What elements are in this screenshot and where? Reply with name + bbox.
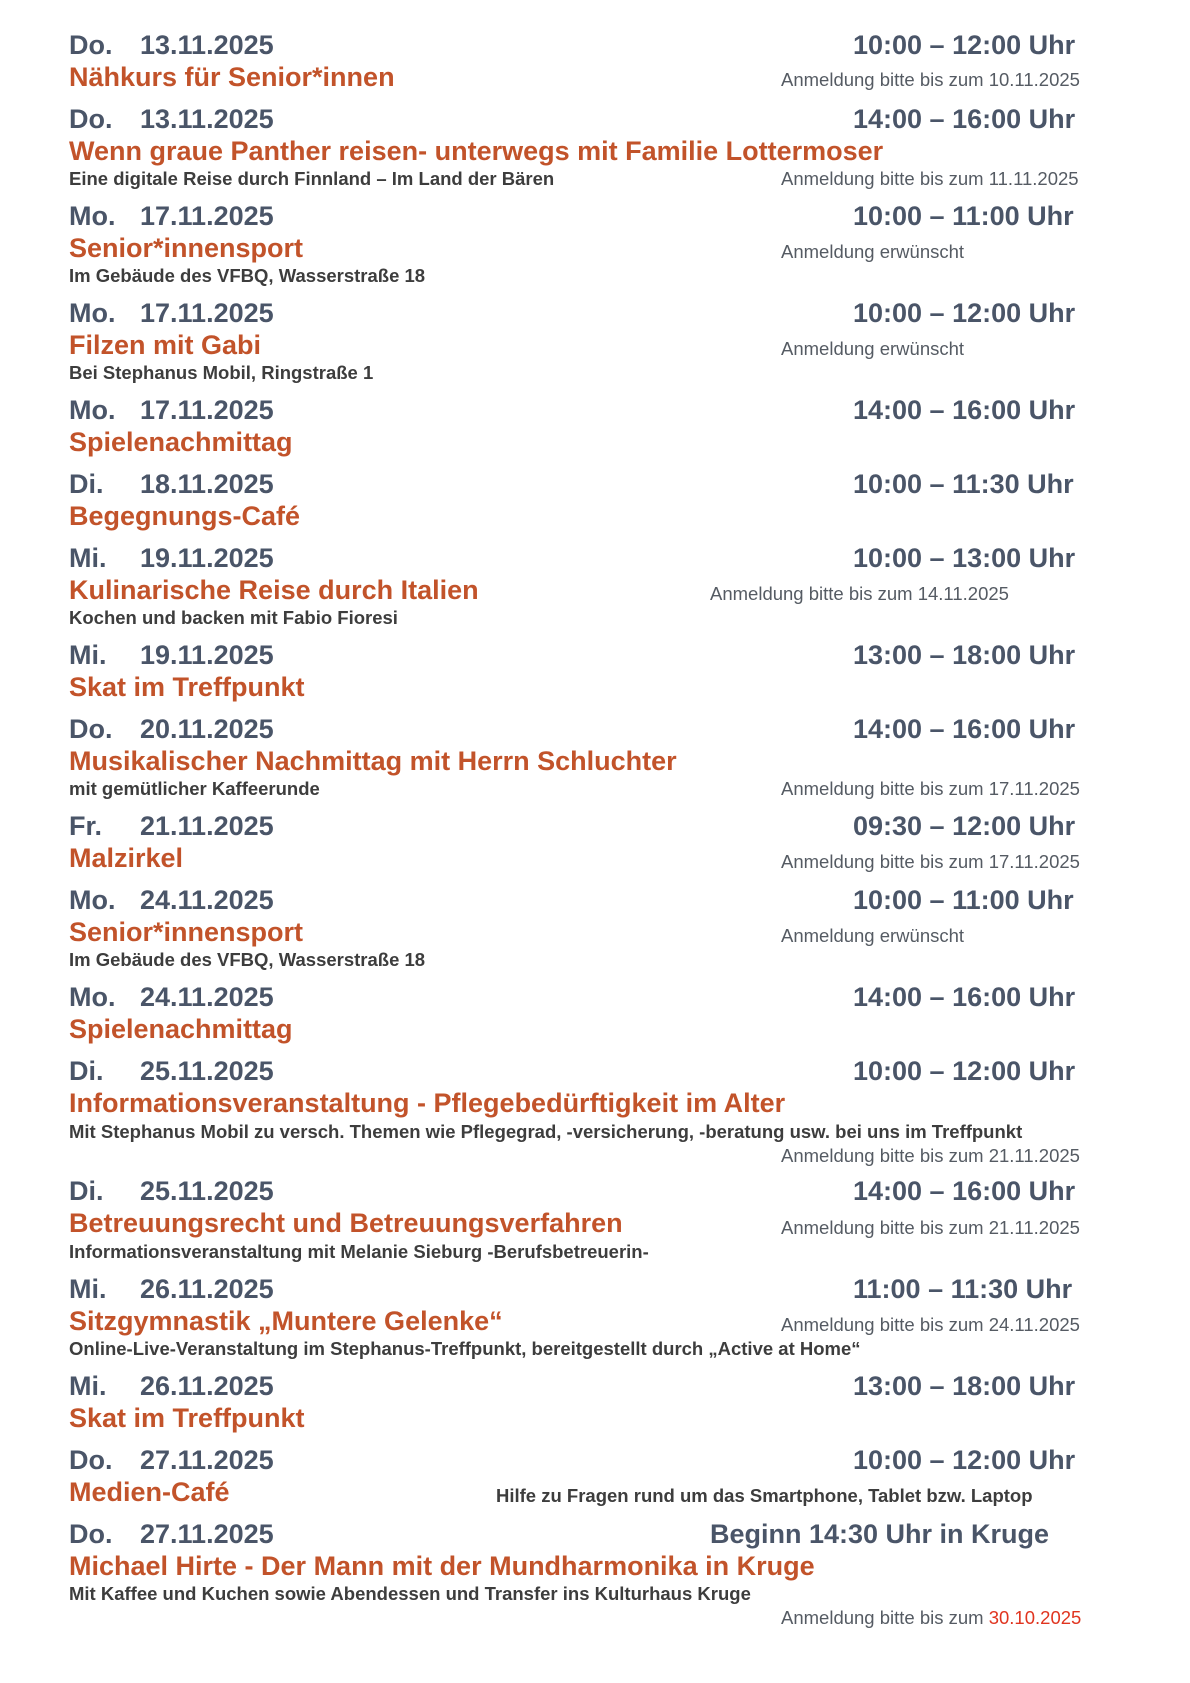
event-subtitle: Im Gebäude des VFBQ, Wasserstraße 18: [69, 265, 426, 286]
event-date: 27.11.2025: [140, 1445, 274, 1475]
registration-note: Anmeldung bitte bis zum 10.11.2025: [781, 69, 1080, 90]
registration-note: [781, 1609, 1081, 1628]
event-date: 13.11.2025: [140, 104, 274, 134]
event-day: Do.: [69, 104, 113, 134]
event-date: 17.11.2025: [140, 298, 274, 328]
event-title: Skat im Treffpunkt: [69, 672, 305, 702]
event-time: 14:00 – 16:00 Uhr: [853, 104, 1076, 134]
event-date: 24.11.2025: [140, 885, 274, 915]
event-date: 24.11.2025: [140, 982, 274, 1012]
event-date: 26.11.2025: [140, 1371, 274, 1401]
event-subtitle: Im Gebäude des VFBQ, Wasserstraße 18: [69, 949, 426, 970]
event-title: Informationsveranstaltung - Pflegebedürftigkeit im Alter: [69, 1088, 786, 1118]
event-time: 10:00 – 11:30 Uhr: [853, 469, 1074, 499]
event-title: Kulinarische Reise durch Italien: [69, 575, 479, 605]
event-time: 10:00 – 12:00 Uhr: [853, 30, 1076, 60]
event-title: Medien-Café: [69, 1477, 230, 1507]
event-day: Mo.: [69, 885, 116, 915]
event-title: Filzen mit Gabi: [69, 330, 262, 360]
registration-note: Anmeldung bitte bis zum 14.11.2025: [710, 583, 1009, 604]
registration-note: Anmeldung erwünscht: [781, 925, 965, 946]
event-day: Do.: [69, 714, 113, 744]
event-time: 13:00 – 18:00 Uhr: [853, 1371, 1076, 1401]
event-day: Do.: [69, 1445, 113, 1475]
event-time: Beginn 14:30 Uhr in Kruge: [710, 1519, 1050, 1549]
event-subtitle: Kochen und backen mit Fabio Fioresi: [69, 607, 398, 628]
event-title: Betreuungsrecht und Betreuungsverfahren: [69, 1208, 623, 1238]
event-subtitle: Mit Stephanus Mobil zu versch. Themen wie Pflegegrad, -versicherung, -beratung usw. bei uns im Treffpunkt: [69, 1121, 1023, 1142]
event-day: Mi.: [69, 1371, 107, 1401]
event-date: 25.11.2025: [140, 1056, 274, 1086]
registration-note: Anmeldung bitte bis zum 17.11.2025: [781, 778, 1080, 799]
event-date: 21.11.2025: [140, 811, 274, 841]
event-day: Di.: [69, 1176, 104, 1206]
registration-note-prefix: Anmeldung bitte bis zum: [781, 1607, 989, 1628]
event-day: Mo.: [69, 982, 116, 1012]
registration-deadline-date: 30.10.2025: [988, 1607, 1082, 1628]
event-date: 18.11.2025: [140, 469, 274, 499]
event-time: 14:00 – 16:00 Uhr: [853, 982, 1076, 1012]
event-subtitle: Informationsveranstaltung mit Melanie Sieburg -Berufsbetreuerin-: [69, 1241, 649, 1262]
event-time: 10:00 – 11:00 Uhr: [853, 885, 1074, 915]
event-day: Mo.: [69, 201, 116, 231]
event-day: Mi.: [69, 640, 107, 670]
event-time: 10:00 – 12:00 Uhr: [853, 298, 1076, 328]
event-date: 25.11.2025: [140, 1176, 274, 1206]
event-subtitle: Mit Kaffee und Kuchen sowie Abendessen und Transfer ins Kulturhaus Kruge: [69, 1583, 751, 1604]
event-time: 14:00 – 16:00 Uhr: [853, 1176, 1076, 1206]
event-day: Di.: [69, 1056, 104, 1086]
event-title: Skat im Treffpunkt: [69, 1403, 305, 1433]
event-day: Mo.: [69, 298, 116, 328]
event-time: 10:00 – 12:00 Uhr: [853, 1445, 1076, 1475]
event-title: Michael Hirte - Der Mann mit der Mundharmonika in Kruge: [69, 1551, 815, 1581]
event-title: Begegnungs-Café: [69, 501, 301, 531]
event-day: Mo.: [69, 395, 116, 425]
event-title: Senior*innensport: [69, 917, 304, 947]
event-time: 14:00 – 16:00 Uhr: [853, 395, 1076, 425]
event-date: 19.11.2025: [140, 543, 274, 573]
event-day: Mi.: [69, 1274, 107, 1304]
event-subtitle: Hilfe zu Fragen rund um das Smartphone, Tablet bzw. Laptop: [496, 1485, 1033, 1506]
event-day: Do.: [69, 1519, 113, 1549]
event-date: 17.11.2025: [140, 395, 274, 425]
registration-note: Anmeldung bitte bis zum 21.11.2025: [781, 1145, 1080, 1166]
event-day: Do.: [69, 30, 113, 60]
event-day: Mi.: [69, 543, 107, 573]
event-date: 17.11.2025: [140, 201, 274, 231]
event-time: 09:30 – 12:00 Uhr: [853, 811, 1076, 841]
event-time: 10:00 – 13:00 Uhr: [853, 543, 1076, 573]
event-title: Nähkurs für Senior*innen: [69, 62, 395, 92]
event-time: 10:00 – 11:00 Uhr: [853, 201, 1074, 231]
event-time: 10:00 – 12:00 Uhr: [853, 1056, 1076, 1086]
event-day: Fr.: [69, 811, 103, 841]
event-subtitle: Bei Stephanus Mobil, Ringstraße 1: [69, 362, 374, 383]
registration-note: Anmeldung erwünscht: [781, 241, 965, 262]
event-day: Di.: [69, 469, 104, 499]
event-time: 14:00 – 16:00 Uhr: [853, 714, 1076, 744]
event-title: Sitzgymnastik „Muntere Gelenke“: [69, 1306, 503, 1336]
event-title: Senior*innensport: [69, 233, 304, 263]
event-time: 11:00 – 11:30 Uhr: [853, 1274, 1073, 1304]
event-date: 26.11.2025: [140, 1274, 274, 1304]
event-title: Malzirkel: [69, 843, 184, 873]
registration-note: Anmeldung erwünscht: [781, 338, 965, 359]
event-title: Spielenachmittag: [69, 1014, 293, 1044]
registration-note: Anmeldung bitte bis zum 17.11.2025: [781, 851, 1080, 872]
event-date: 27.11.2025: [140, 1519, 274, 1549]
event-title: Musikalischer Nachmittag mit Herrn Schluchter: [69, 746, 677, 776]
registration-note: Anmeldung bitte bis zum 24.11.2025: [781, 1314, 1080, 1335]
event-subtitle: Eine digitale Reise durch Finnland – Im Land der Bären: [69, 168, 555, 189]
event-date: 20.11.2025: [140, 714, 274, 744]
event-date: 19.11.2025: [140, 640, 274, 670]
event-subtitle: mit gemütlicher Kaffeerunde: [69, 778, 320, 799]
event-title: Spielenachmittag: [69, 427, 293, 457]
registration-note: Anmeldung bitte bis zum 11.11.2025: [781, 168, 1079, 189]
event-date: 13.11.2025: [140, 30, 274, 60]
event-subtitle: Online-Live-Veranstaltung im Stephanus-Treffpunkt, bereitgestellt durch „Active at Home“: [69, 1338, 861, 1359]
event-title: Wenn graue Panther reisen- unterwegs mit Familie Lottermoser: [69, 136, 884, 166]
registration-note: Anmeldung bitte bis zum 21.11.2025: [781, 1217, 1080, 1238]
event-time: 13:00 – 18:00 Uhr: [853, 640, 1076, 670]
